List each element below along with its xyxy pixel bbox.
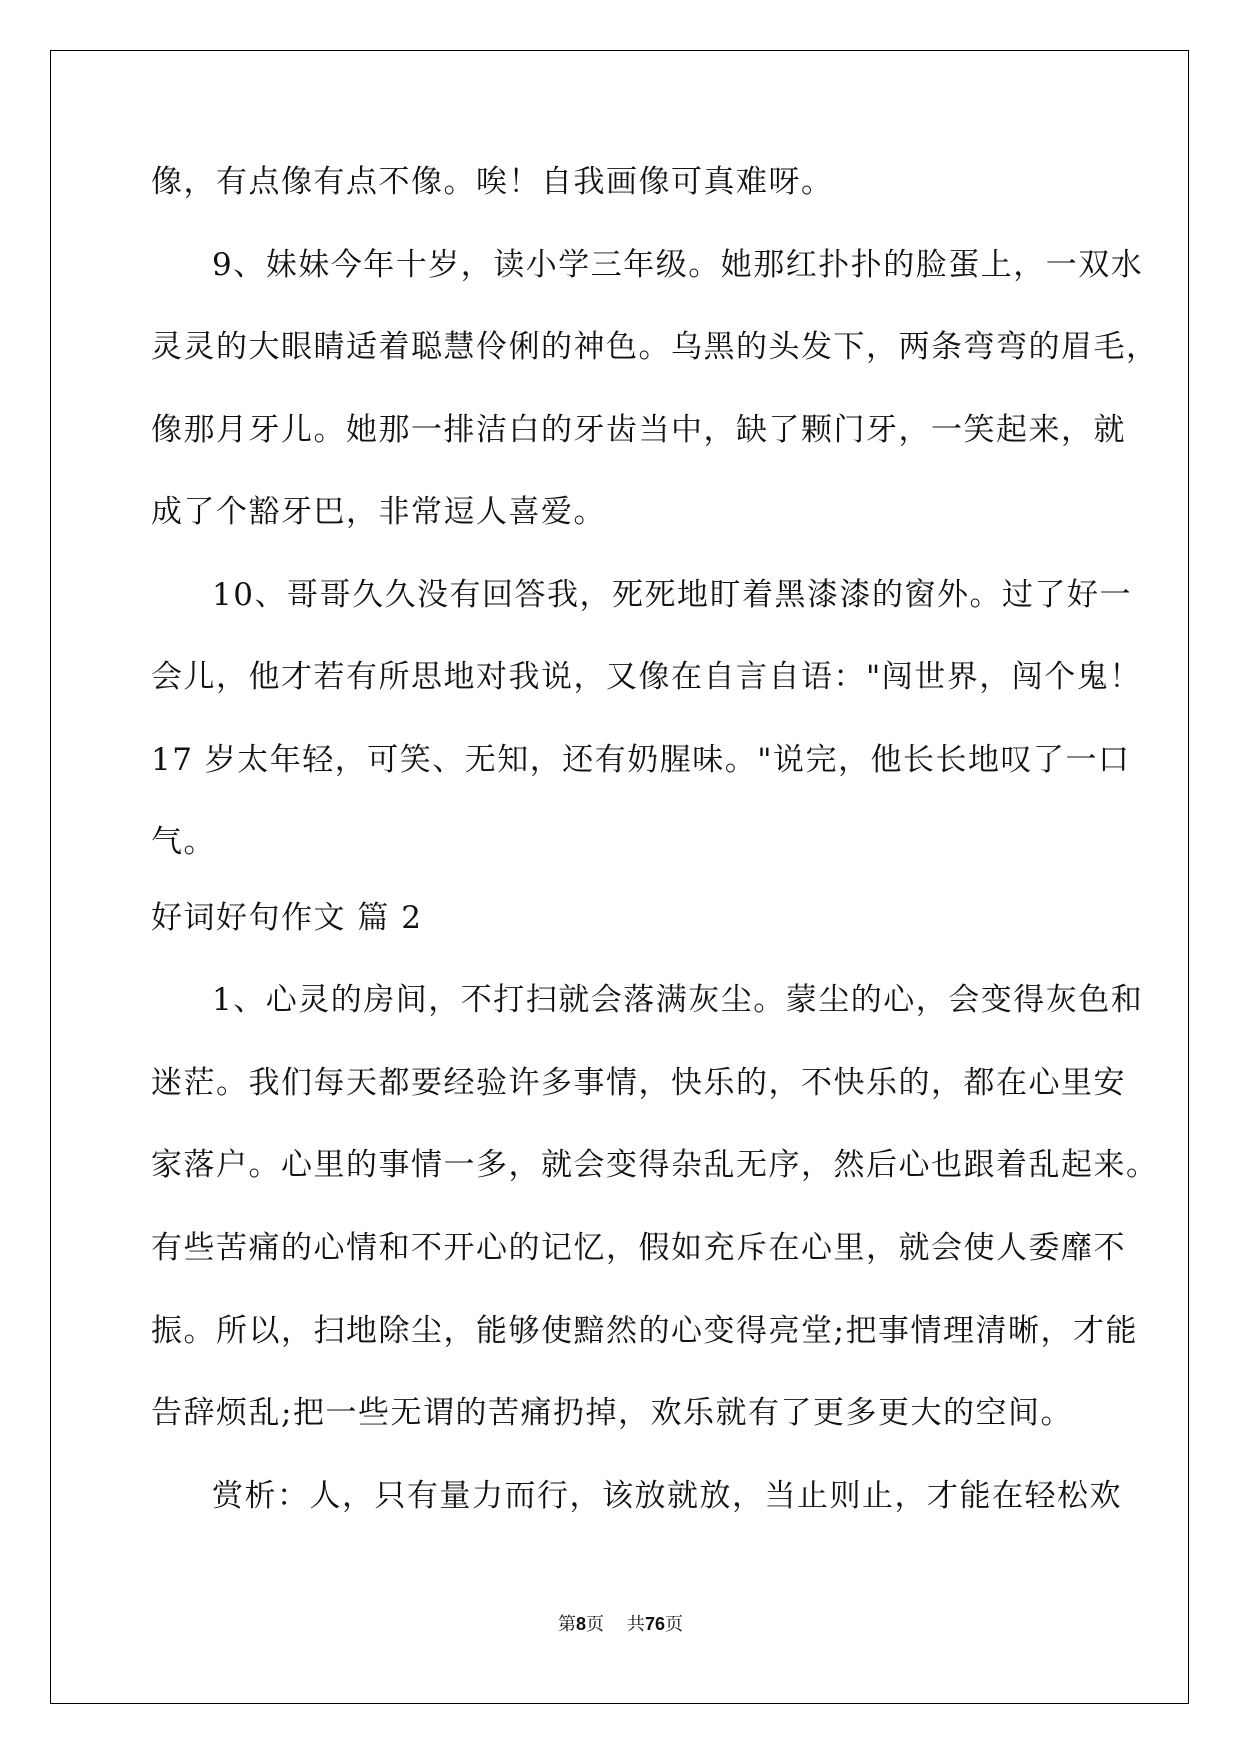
text-line: 迷茫。我们每天都要经验许多事情，快乐的，不快乐的，都在心里安 [151,1065,1126,1101]
text-line: 1、心灵的房间，不打扫就会落满灰尘。蒙尘的心，会变得灰色和 [212,982,1144,1018]
text-line: 像那月牙儿。她那一排洁白的牙齿当中，缺了颗门牙，一笑起来，就 [151,412,1126,448]
text-line: 灵灵的大眼睛适着聪慧伶俐的神色。乌黑的头发下，两条弯弯的眉毛， [151,329,1159,365]
footer-middle: 页 共 [586,1614,645,1635]
page-frame [50,50,1189,1704]
section-heading: 好词好句作文 篇 2 [151,900,423,936]
text-line: 家落户。心里的事情一多，就会变得杂乱无序，然后心也跟着乱起来。 [151,1147,1159,1183]
text-line: 振。所以，扫地除尘，能够使黯然的心变得亮堂;把事情理清晰，才能 [151,1313,1138,1349]
text-line: 成了个豁牙巴，非常逗人喜爱。 [151,494,606,530]
text-line: 赏析：人，只有量力而行，该放就放，当止则止，才能在轻松欢 [212,1478,1122,1514]
text-line: 有些苦痛的心情和不开心的记忆，假如充斥在心里，就会使人委靡不 [151,1230,1126,1266]
text-line: 9、妹妹今年十岁，读小学三年级。她那红扑扑的脸蛋上，一双水 [212,247,1144,283]
text-line: 10、哥哥久久没有回答我，死死地盯着黑漆漆的窗外。过了好一 [212,577,1132,613]
footer-suffix: 页 [664,1614,683,1635]
text-line: 告辞烦乱;把一些无谓的苦痛扔掉，欢乐就有了更多更大的空间。 [151,1395,1073,1431]
total-pages-number: 76 [644,1614,665,1634]
footer-prefix: 第 [558,1614,577,1635]
text-line: 像，有点像有点不像。唉！自我画像可真难呀。 [151,164,834,200]
text-line: 17 岁太年轻，可笑、无知，还有奶腥味。"说完，他长长地叹了一口 [151,742,1131,778]
text-line: 会儿，他才若有所思地对我说，又像在自言自语："闯世界，闯个鬼！ [151,659,1142,695]
page-footer [0,1610,1241,1636]
current-page-number: 8 [576,1614,587,1634]
text-line: 气。 [151,824,216,860]
